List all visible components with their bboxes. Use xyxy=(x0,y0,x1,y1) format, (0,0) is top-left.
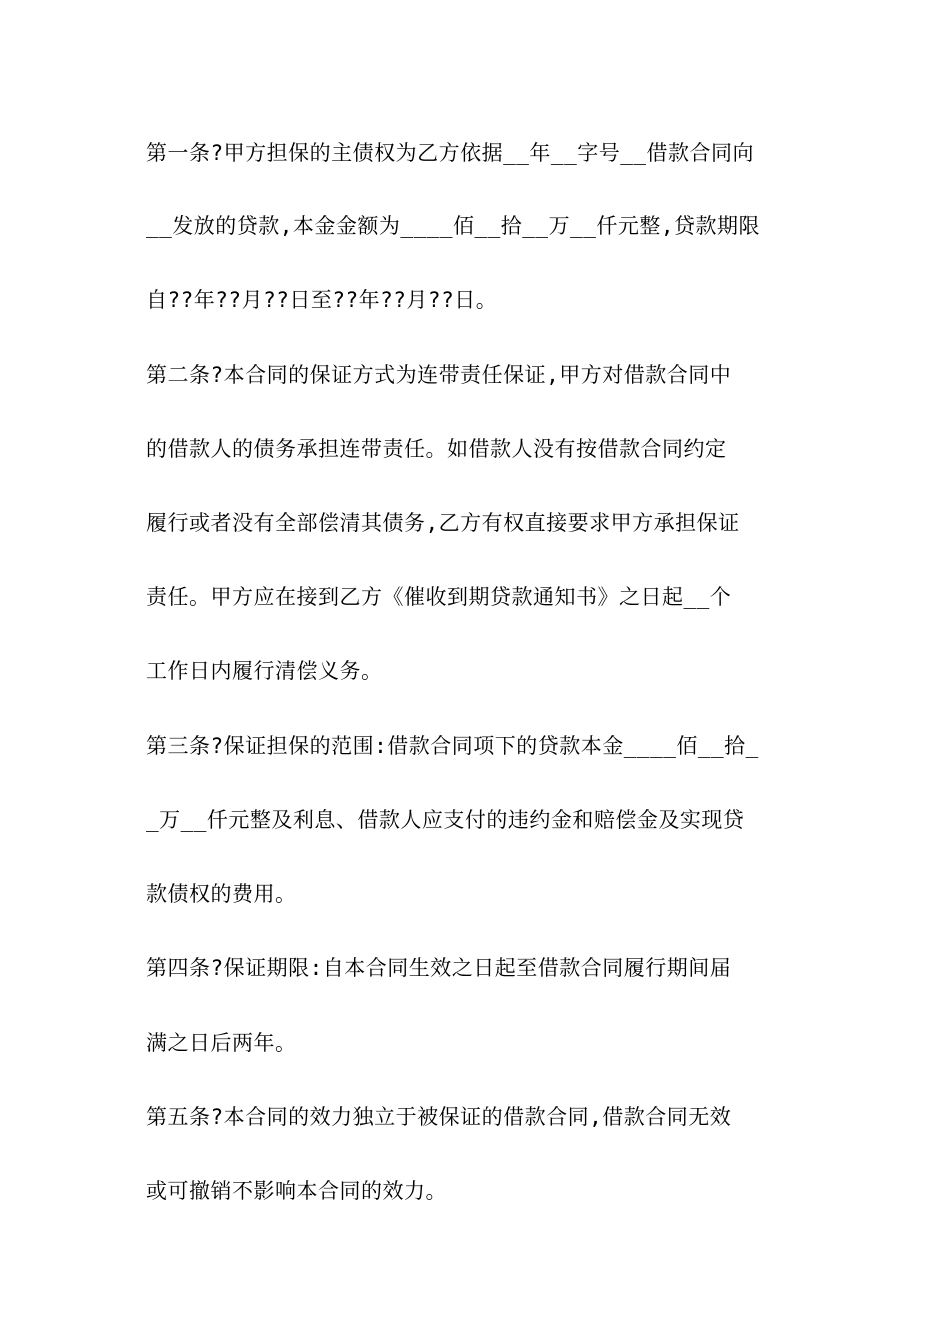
article-2-line-3: 履行或者没有全部偿清其债务,乙方有权直接要求甲方承担保证 xyxy=(146,511,740,535)
article-1-line-2: __发放的贷款,本金金额为____佰__拾__万__仟元整,贷款期限 xyxy=(146,214,761,238)
article-5-line-1: 第五条?本合同的效力独立于被保证的借款合同,借款合同无效 xyxy=(146,1105,732,1129)
article-1-line-1: 第一条?甲方担保的主债权为乙方依据__年__字号__借款合同向 xyxy=(146,141,754,165)
article-3-line-3: 款债权的费用。 xyxy=(146,882,297,906)
article-2-line-2: 的借款人的债务承担连带责任。如借款人没有按借款合同约定 xyxy=(146,437,727,461)
article-3-line-2: _万__仟元整及利息、借款人应支付的违约金和赔偿金及实现贷 xyxy=(146,808,745,832)
article-1-line-3: 自??年??月??日至??年??月??日。 xyxy=(146,288,498,312)
article-4-line-2: 满之日后两年。 xyxy=(146,1031,297,1055)
article-3-line-1: 第三条?保证担保的范围:借款合同项下的贷款本金____佰__拾_ xyxy=(146,734,759,758)
article-2-line-4: 责任。甲方应在接到乙方《催收到期贷款通知书》之日起__个 xyxy=(146,585,732,609)
article-5-line-2: 或可撤销不影响本合同的效力。 xyxy=(146,1179,447,1203)
article-2-line-1: 第二条?本合同的保证方式为连带责任保证,甲方对借款合同中 xyxy=(146,363,732,387)
article-2-line-5: 工作日内履行清偿义务。 xyxy=(146,659,383,683)
article-4-line-1: 第四条?保证期限:自本合同生效之日起至借款合同履行期间届 xyxy=(146,956,732,980)
